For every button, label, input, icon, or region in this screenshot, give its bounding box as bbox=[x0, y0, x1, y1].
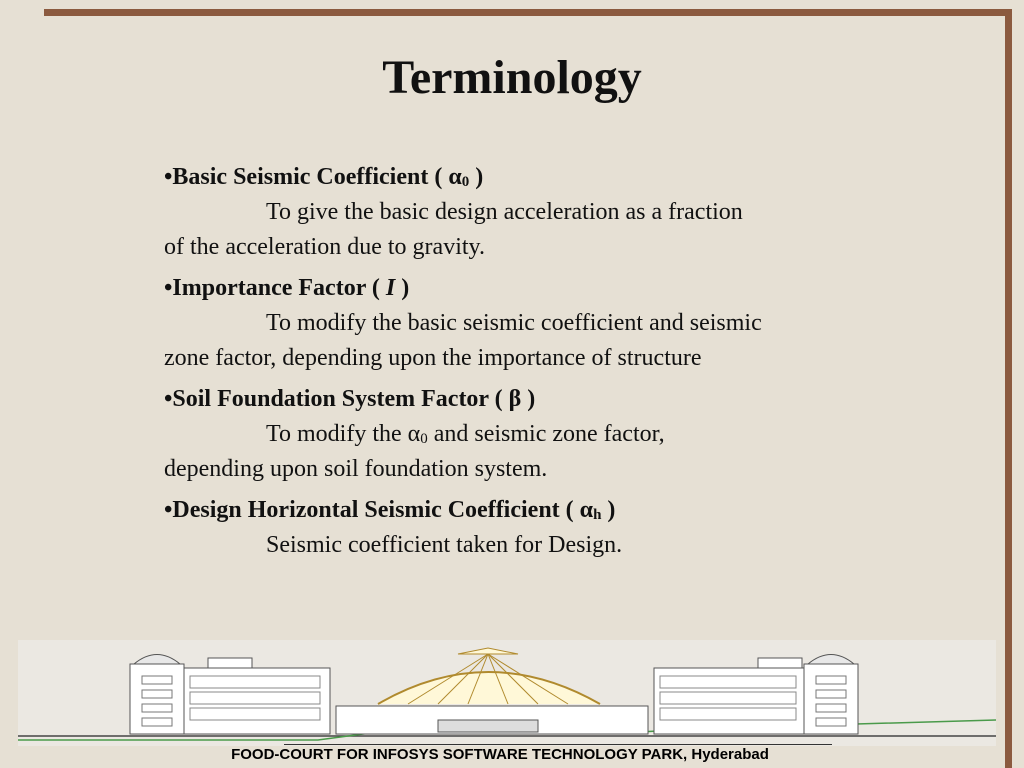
term-label-end: ) bbox=[601, 497, 616, 523]
term-symbol: I bbox=[385, 275, 396, 301]
bullet: • bbox=[164, 164, 173, 190]
term-label: Soil Foundation System Factor ( β ) bbox=[172, 386, 536, 412]
description-line: To modify the basic seismic coefficient and seismic bbox=[266, 310, 762, 336]
term-description bbox=[164, 528, 864, 563]
term-label: Basic Seismic Coefficient ( α bbox=[172, 164, 462, 190]
description-line: depending upon soil foundation system. bbox=[164, 456, 548, 482]
bullet: • bbox=[164, 497, 173, 523]
term-basic-seismic-coefficient bbox=[164, 160, 864, 195]
description-line: Seismic coefficient taken for Design. bbox=[266, 532, 623, 558]
description-line: To modify the α bbox=[266, 421, 421, 447]
terms-list bbox=[164, 160, 864, 569]
term-description bbox=[164, 195, 864, 265]
term-label: Design Horizontal Seismic Coefficient ( α bbox=[172, 497, 594, 523]
term-label-end: ) bbox=[469, 164, 484, 190]
description-line: To give the basic design acceleration as a fraction bbox=[266, 199, 743, 225]
term-importance-factor bbox=[164, 271, 864, 306]
description-line: of the acceleration due to gravity. bbox=[164, 234, 485, 260]
term-description bbox=[164, 306, 864, 376]
top-border-bar bbox=[44, 9, 1012, 16]
slide-title: Terminology bbox=[382, 51, 642, 104]
term-design-horizontal-coefficient bbox=[164, 493, 864, 528]
term-subscript: 0 bbox=[461, 174, 470, 190]
bullet: • bbox=[164, 386, 173, 412]
term-label-end: ) bbox=[395, 275, 410, 301]
footer-caption: FOOD-COURT FOR INFOSYS SOFTWARE TECHNOLOGY PARK, Hyderabad bbox=[231, 746, 769, 763]
bullet: • bbox=[164, 275, 173, 301]
description-line: and seismic zone factor, bbox=[427, 421, 665, 447]
right-border-bar bbox=[1005, 9, 1012, 768]
description-subscript: 0 bbox=[420, 431, 428, 447]
term-label: Importance Factor ( bbox=[172, 275, 386, 301]
term-description bbox=[164, 417, 864, 487]
term-soil-foundation-factor bbox=[164, 382, 864, 417]
footer-rule bbox=[284, 744, 832, 745]
description-line: zone factor, depending upon the importance of structure bbox=[164, 345, 702, 371]
building-elevation-drawing bbox=[18, 640, 996, 746]
term-subscript: h bbox=[593, 507, 602, 523]
